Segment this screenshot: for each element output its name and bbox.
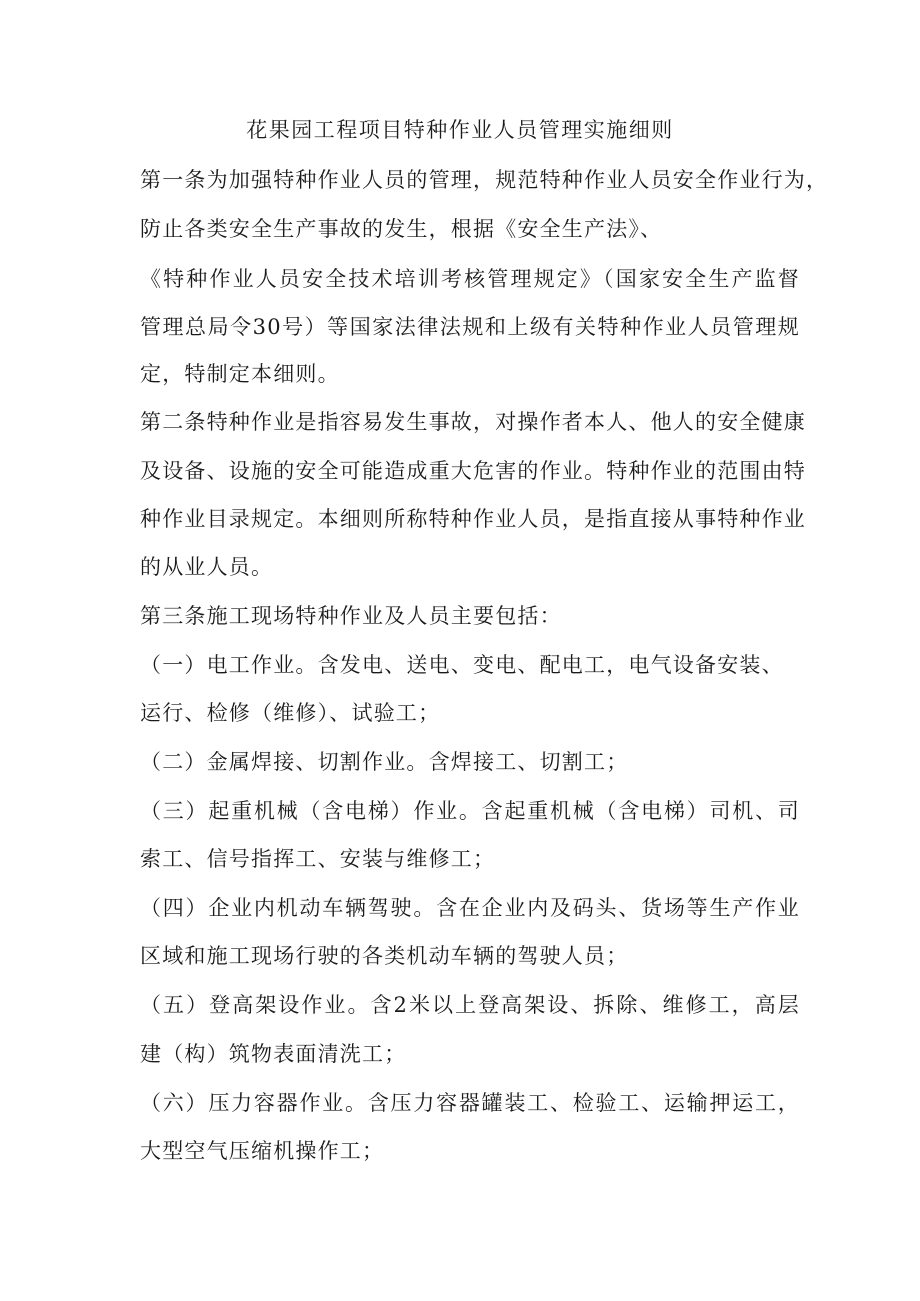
document-title: 花果园工程项目特种作业人员管理实施细则 (246, 118, 674, 142)
paragraph-line: 大型空气压缩机操作工； (140, 1139, 385, 1163)
paragraph-line: （五）登高架设作业。含2米以上登高架设、拆除、维修工，高层 (140, 993, 800, 1017)
paragraph-line: 及设备、设施的安全可能造成重大危害的作业。特种作业的范围由特 (140, 459, 806, 483)
paragraph-line: 索工、信号指挥工、安装与维修工； (140, 847, 496, 871)
paragraph-line: （二）金属焊接、切割作业。含焊接工、切割工； (140, 750, 629, 774)
paragraph-line: （四）企业内机动车辆驾驶。含在企业内及码头、货场等生产作业 (140, 896, 800, 920)
paragraph-line: 建（构）筑物表面清洗工； (140, 1042, 407, 1066)
paragraph-line: （三）起重机械（含电梯）作业。含起重机械（含电梯）司机、司 (140, 799, 800, 823)
paragraph-line: 第三条施工现场特种作业及人员主要包括： (140, 604, 562, 628)
paragraph-line: 防止各类安全生产事故的发生，根据《安全生产法》、 (140, 217, 663, 241)
paragraph-line: 第一条为加强特种作业人员的管理，规范特种作业人员安全作业行为， (140, 168, 829, 192)
paragraph-line: 管理总局令30号）等国家法律法规和上级有关特种作业人员管理规 (140, 315, 800, 339)
paragraph-line: 《特种作业人员安全技术培训考核管理规定》（国家安全生产监督 (140, 267, 800, 291)
paragraph-line: 运行、检修（维修）、试验工； (140, 701, 441, 725)
paragraph-line: 的从业人员。 (140, 555, 274, 579)
paragraph-line: 种作业目录规定。本细则所称特种作业人员，是指直接从事特种作业 (140, 507, 806, 531)
paragraph-line: （六）压力容器作业。含压力容器罐装工、检验工、运输押运工， (140, 1091, 800, 1115)
paragraph-line: （一）电工作业。含发电、送电、变电、配电工，电气设备安装、 (140, 653, 784, 677)
paragraph-line: 区域和施工现场行驶的各类机动车辆的驾驶人员； (140, 944, 629, 968)
paragraph-line: 第二条特种作业是指容易发生事故，对操作者本人、他人的安全健康 (140, 410, 806, 434)
paragraph-line: 定，特制定本细则。 (140, 362, 340, 386)
